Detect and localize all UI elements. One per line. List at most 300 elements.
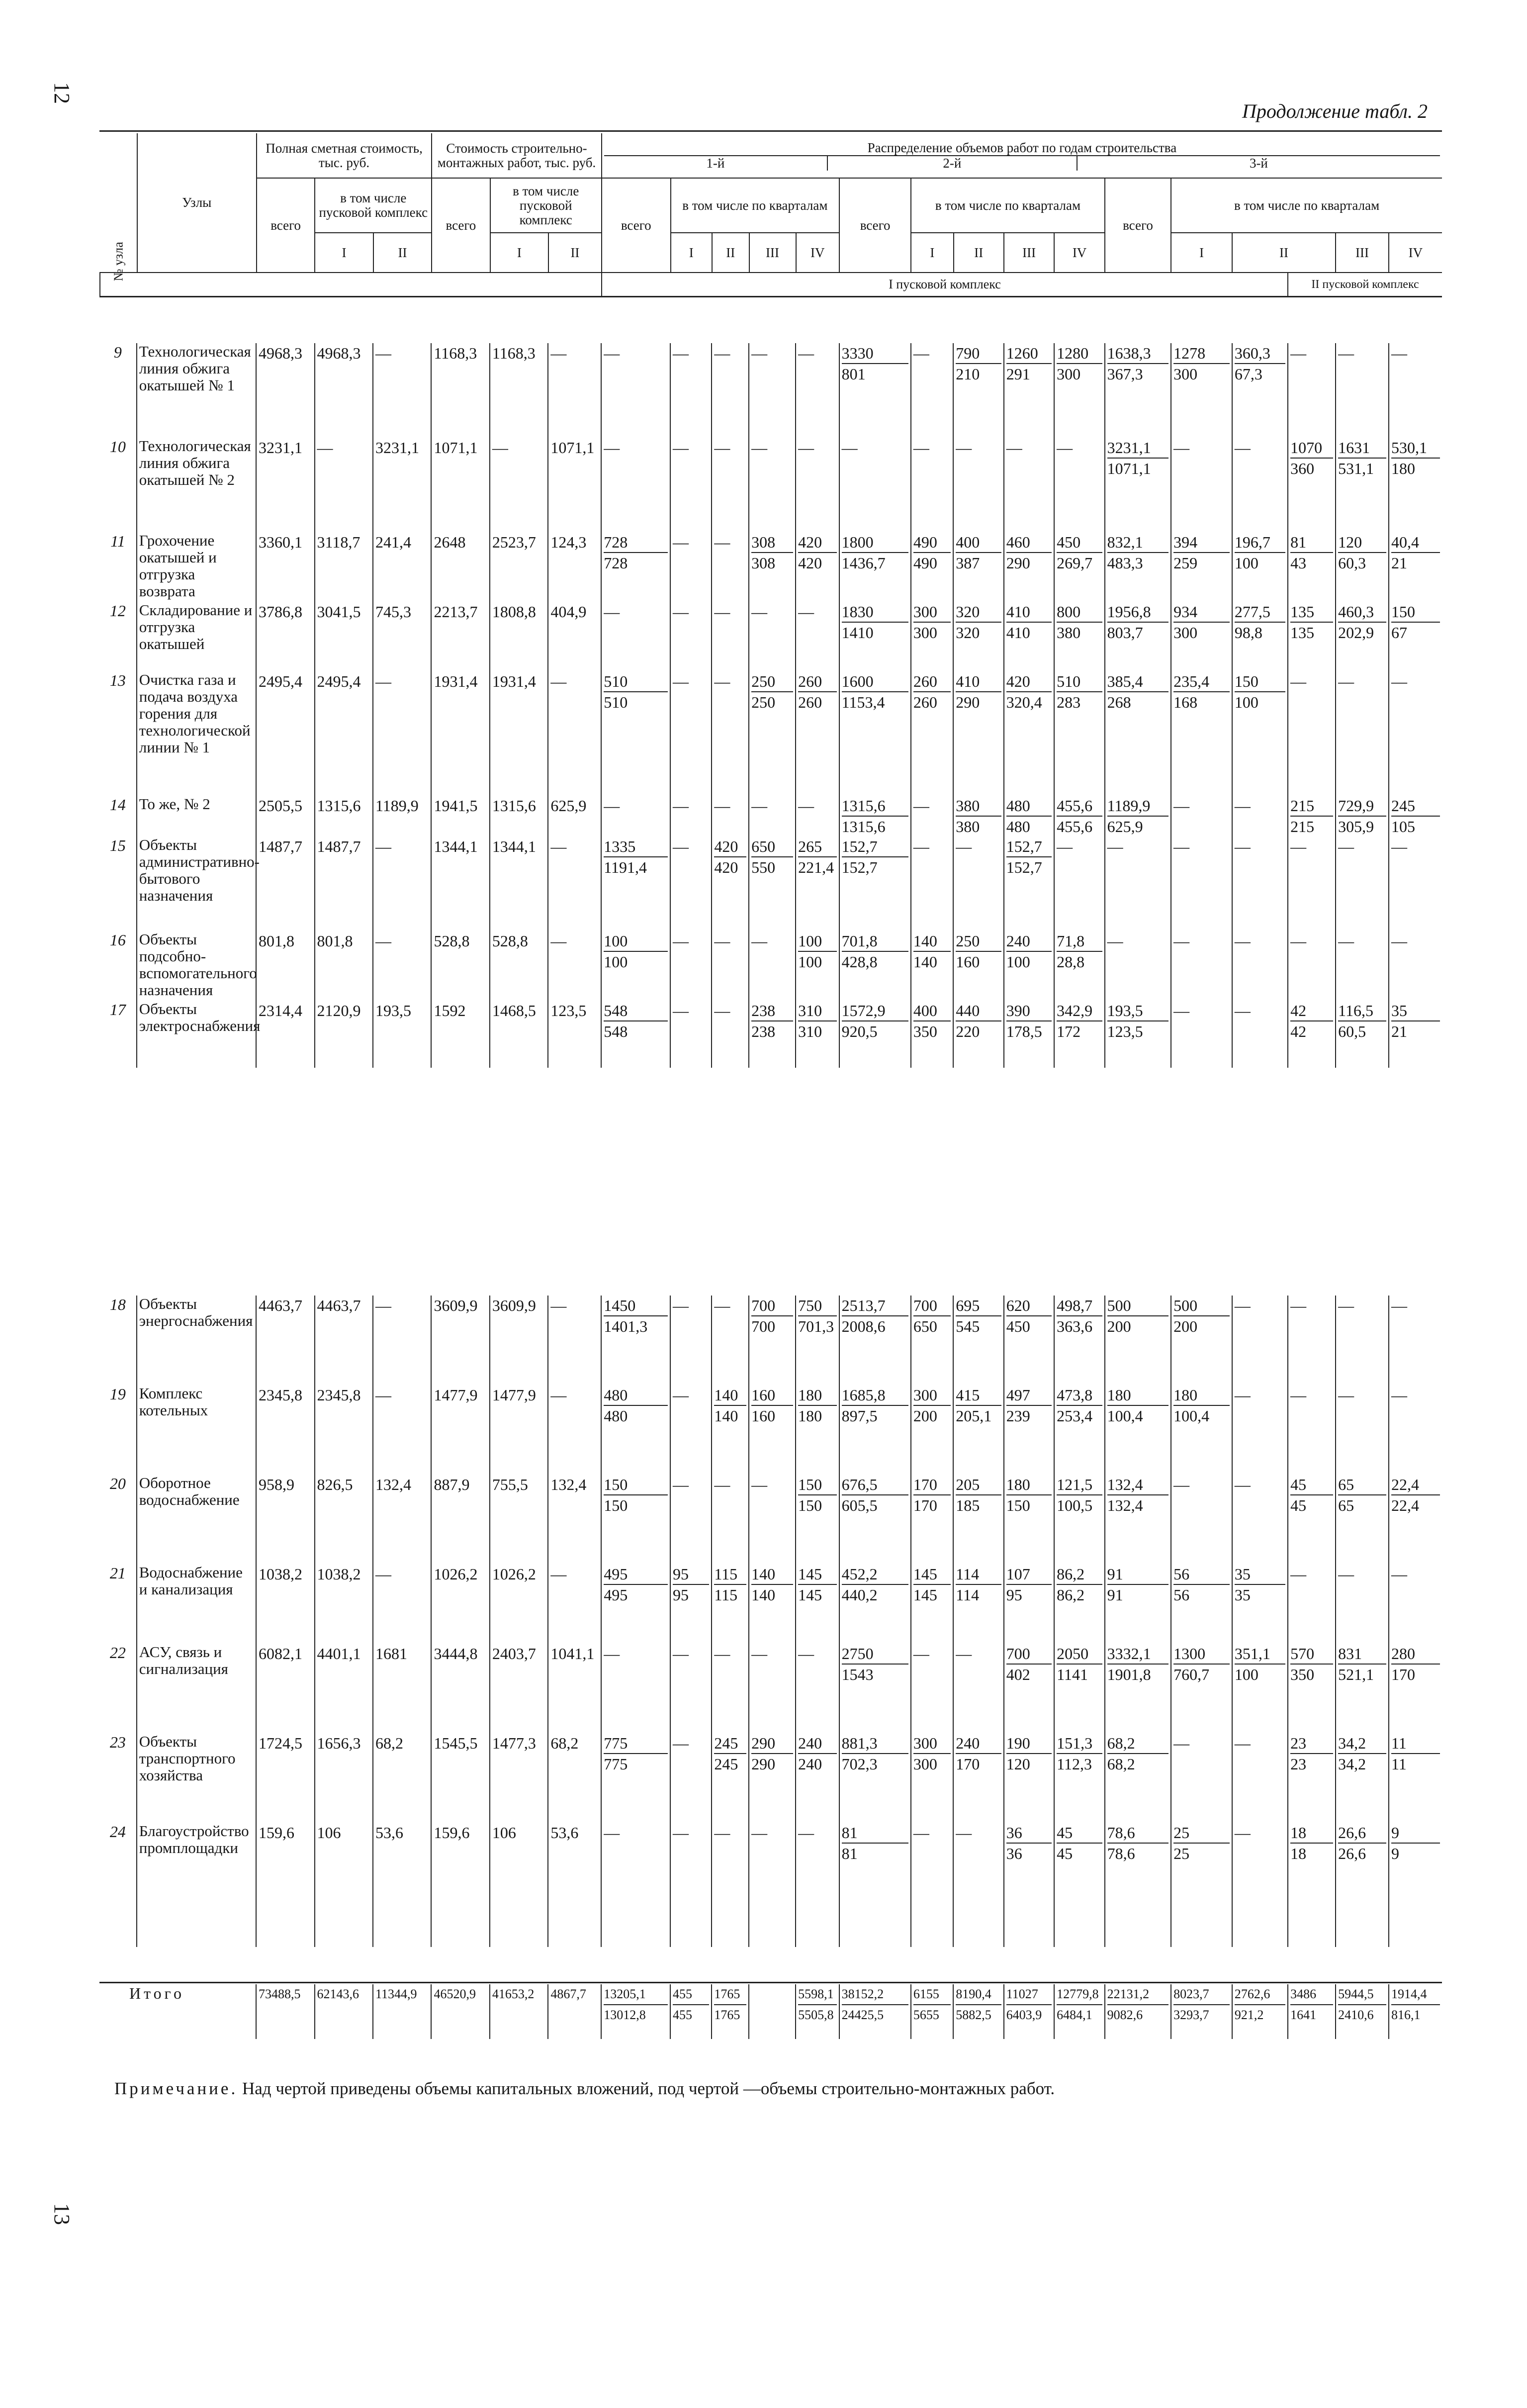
value-over-line: 831 — [1338, 1644, 1386, 1665]
value-under-line: 210 — [956, 365, 980, 383]
value-under-line: 700 — [751, 1317, 776, 1335]
cost-cell: 124,3 — [548, 532, 601, 602]
value-over-line: 310 — [798, 1001, 837, 1021]
continuation-label: Продолжение табл. 2 — [1242, 100, 1428, 122]
value-under-line: 455 — [673, 2008, 693, 2022]
header-y3-q2: II — [1232, 233, 1336, 273]
value-under-line: 921,2 — [1234, 2008, 1264, 2022]
value-over-line: — — [1234, 1002, 1251, 1019]
cost-cell: — — [548, 836, 601, 931]
value-over-line: — — [1290, 837, 1307, 855]
value-under-line: 480 — [1006, 818, 1030, 835]
year3-cell — [1232, 1823, 1288, 1947]
year3-cell — [1336, 1644, 1389, 1733]
year1-cell — [670, 1385, 712, 1475]
value-under-line: 115 — [714, 1586, 738, 1604]
year3-cell — [1389, 1564, 1442, 1644]
year1-cell: — — [712, 796, 749, 836]
cost-cell: 1468,5 — [490, 1001, 548, 1068]
year3-cell — [1389, 1644, 1442, 1733]
value-under-line: 350 — [1290, 1666, 1315, 1683]
header-incl-complex-full: в том числе пусковой комплекс — [315, 178, 432, 233]
value-over-line: — — [1173, 797, 1190, 815]
header-node-no: № узла — [100, 133, 137, 273]
value-over-line: 400 — [956, 532, 1001, 553]
value-over-line: — — [913, 1645, 929, 1663]
year3-cell — [1232, 1296, 1288, 1385]
year3-cell — [1336, 931, 1389, 1001]
value-over-line: 71,8 — [1057, 931, 1102, 952]
value-under-line: 100,4 — [1173, 1407, 1210, 1425]
year3-cell — [1232, 671, 1288, 796]
value-over-line: — — [673, 1002, 689, 1019]
year2-cell — [839, 1296, 911, 1385]
value-under-line: 305,9 — [1338, 818, 1374, 835]
year3-cell — [1336, 1823, 1389, 1947]
row-node-name: Грохочение окатышей и отгрузка возврата — [137, 532, 256, 602]
value-over-line: — — [1290, 1297, 1307, 1314]
header-y2-q2: II — [954, 233, 1004, 273]
year1-cell: — — [601, 438, 670, 532]
value-over-line: 3486 — [1290, 1984, 1333, 2005]
value-under-line: 380 — [956, 818, 980, 835]
year2-cell — [1054, 1385, 1104, 1475]
cost-cell: 3231,1 — [373, 438, 431, 532]
value-over-line: — — [1234, 837, 1251, 855]
year1-cell: — — [670, 796, 712, 836]
cost-cell: 2505,5 — [256, 796, 314, 836]
value-over-line: 238 — [751, 1001, 793, 1021]
cost-cell: 159,6 — [256, 1823, 314, 1947]
year2-cell — [911, 1385, 953, 1475]
cost-cell: 2345,8 — [315, 1385, 373, 1475]
value-over-line: 265 — [798, 836, 837, 857]
value-over-line: — — [913, 797, 929, 815]
value-over-line: — — [1006, 439, 1022, 457]
value-over-line: 196,7 — [1235, 532, 1285, 553]
value-over-line: — — [1234, 1297, 1251, 1314]
year3-cell — [1105, 1385, 1171, 1475]
cost-cell: 2213,7 — [431, 602, 489, 671]
year2-cell — [911, 438, 953, 532]
year2-cell — [1004, 1564, 1054, 1644]
year3-cell — [1288, 602, 1336, 671]
year3-cell — [1389, 1823, 1442, 1947]
year2-cell — [839, 532, 911, 602]
value-under-line: 150 — [798, 1496, 822, 1514]
value-under-line: 545 — [956, 1317, 980, 1335]
cost-cell: 68,2 — [548, 1733, 601, 1823]
value-under-line: 100 — [1234, 693, 1258, 711]
header-y2-total: всего — [839, 178, 911, 273]
header-full-II: II — [373, 233, 432, 273]
year3-cell — [1288, 1823, 1336, 1947]
value-over-line: — — [1290, 344, 1307, 362]
value-over-line: — — [1107, 932, 1123, 950]
value-over-line: — — [751, 1476, 768, 1493]
year1-cell: — — [712, 1823, 749, 1947]
year3-cell — [1105, 1296, 1171, 1385]
year3-cell — [1336, 836, 1389, 931]
totals-year3-cell — [1336, 1984, 1389, 2039]
value-over-line: 1914,4 — [1391, 1984, 1440, 2005]
value-over-line: 65 — [1338, 1475, 1386, 1495]
table-row — [99, 343, 1442, 438]
value-over-line: 380 — [956, 796, 1001, 817]
row-number: 13 — [109, 671, 126, 689]
value-under-line: 43 — [1290, 554, 1307, 572]
value-under-line: 67 — [1391, 624, 1407, 642]
year1-cell: — — [670, 1644, 712, 1733]
cost-cell: 625,9 — [548, 796, 601, 836]
value-over-line: 277,5 — [1235, 602, 1285, 623]
value-under-line: 308 — [751, 554, 776, 572]
row-node-name: АСУ, связь и сигнализация — [137, 1644, 256, 1733]
value-under-line: 6403,9 — [1006, 2008, 1042, 2022]
cost-cell: 3609,9 — [490, 1296, 548, 1385]
cost-cell: — — [548, 343, 601, 438]
year3-cell — [1288, 1296, 1336, 1385]
value-over-line: — — [1290, 1565, 1307, 1583]
value-over-line: 45 — [1290, 1475, 1333, 1495]
year1-cell — [712, 1733, 749, 1823]
totals-year1-cell — [601, 1984, 670, 2039]
cost-cell: 1808,8 — [490, 602, 548, 671]
value-over-line: 116,5 — [1338, 1001, 1386, 1021]
year2-cell — [953, 1296, 1003, 1385]
value-over-line: 81 — [842, 1823, 908, 1844]
value-over-line: — — [1391, 1565, 1407, 1583]
value-over-line: — — [1290, 1386, 1307, 1404]
value-over-line: — — [1391, 932, 1407, 950]
cost-cell: 2314,4 — [256, 1001, 314, 1068]
year1-cell — [749, 1296, 796, 1385]
value-over-line: — — [673, 1297, 689, 1314]
totals-cost-cell: 73488,5 — [256, 1984, 314, 2039]
year3-cell — [1171, 1385, 1232, 1475]
year1-cell — [712, 836, 749, 931]
cost-cell: 68,2 — [373, 1733, 431, 1823]
value-under-line: 238 — [751, 1022, 776, 1040]
value-over-line: 1300 — [1173, 1644, 1230, 1665]
value-over-line: 394 — [1173, 532, 1230, 553]
cost-cell: 3786,8 — [256, 602, 314, 671]
year1-cell: — — [749, 1823, 796, 1947]
year2-cell — [1004, 343, 1054, 438]
value-over-line: 100 — [604, 931, 668, 952]
value-over-line: 881,3 — [842, 1733, 908, 1754]
year3-cell — [1232, 1564, 1288, 1644]
year2-cell — [1004, 671, 1054, 796]
value-over-line: — — [673, 533, 689, 551]
value-over-line: — — [1173, 837, 1190, 855]
value-over-line: 320 — [956, 602, 1001, 623]
value-over-line: — — [1338, 1297, 1354, 1314]
year2-cell — [953, 836, 1003, 931]
value-over-line: — — [1290, 672, 1307, 690]
value-under-line: 269,7 — [1057, 554, 1093, 572]
year2-cell — [839, 1564, 911, 1644]
value-over-line: 1070 — [1290, 438, 1333, 459]
year1-cell — [712, 931, 749, 1001]
value-under-line: 95 — [673, 1586, 689, 1604]
value-under-line: 728 — [604, 554, 628, 572]
year2-cell — [1054, 836, 1104, 931]
totals-cost-cell: 46520,9 — [431, 1984, 489, 2039]
value-over-line: — — [1338, 837, 1354, 855]
value-over-line: 490 — [913, 532, 951, 553]
value-over-line: 150 — [604, 1475, 668, 1495]
year2-cell — [1004, 1475, 1054, 1564]
year3-cell — [1232, 1733, 1288, 1823]
year2-cell — [839, 438, 911, 532]
year2-cell — [839, 931, 911, 1001]
value-under-line: 387 — [956, 554, 980, 572]
value-under-line: 123,5 — [1107, 1022, 1143, 1040]
year1-cell — [670, 1733, 712, 1823]
value-under-line: 1153,4 — [841, 693, 885, 711]
header-nodes: Узлы — [137, 133, 257, 273]
value-under-line: 21 — [1391, 554, 1407, 572]
year1-cell: — — [796, 1644, 839, 1733]
cost-cell: 528,8 — [431, 931, 489, 1001]
row-number: 21 — [109, 1564, 126, 1582]
value-over-line: 700 — [751, 1296, 793, 1316]
year2-cell — [911, 1644, 953, 1733]
cost-cell: 1071,1 — [431, 438, 489, 532]
cost-cell: 1941,5 — [431, 796, 489, 836]
value-over-line: — — [1234, 932, 1251, 950]
value-over-line: 22,4 — [1391, 1475, 1440, 1495]
value-over-line: 40,4 — [1391, 532, 1440, 553]
cost-cell: 1724,5 — [256, 1733, 314, 1823]
value-under-line: 100 — [604, 953, 628, 971]
header-total-cm: всего — [432, 178, 490, 273]
year2-cell — [839, 1385, 911, 1475]
value-over-line: 145 — [798, 1564, 837, 1585]
value-over-line: 35 — [1235, 1564, 1285, 1585]
cost-cell: 4463,7 — [315, 1296, 373, 1385]
value-over-line: 235,4 — [1173, 671, 1230, 692]
year3-cell — [1171, 438, 1232, 532]
table-row — [99, 1644, 1442, 1733]
year1-cell — [601, 1385, 670, 1475]
year2-cell — [911, 1733, 953, 1823]
value-over-line: 400 — [913, 1001, 951, 1021]
year3-cell — [1288, 1001, 1336, 1068]
value-over-line: — — [1173, 439, 1190, 457]
value-under-line: 100 — [1234, 554, 1258, 572]
totals-year3-cell — [1171, 1984, 1232, 2039]
value-over-line: 145 — [913, 1564, 951, 1585]
year3-cell — [1389, 1733, 1442, 1823]
value-over-line: 26,6 — [1338, 1823, 1386, 1844]
header-cm-cost: Стоимость строительно-монтажных работ, тыс. руб. — [432, 133, 602, 178]
value-over-line: — — [913, 837, 929, 855]
value-over-line: 81 — [1290, 532, 1333, 553]
value-under-line: 35 — [1234, 1586, 1251, 1604]
value-over-line: 701,8 — [842, 931, 908, 952]
value-over-line: 500 — [1173, 1296, 1230, 1316]
value-under-line: 23 — [1290, 1755, 1307, 1773]
table-top-rule — [99, 130, 1442, 132]
value-over-line: 12779,8 — [1057, 1984, 1102, 2005]
value-under-line: 9 — [1391, 1845, 1399, 1862]
year1-cell — [796, 1001, 839, 1068]
cost-cell: 2345,8 — [256, 1385, 314, 1475]
year2-cell — [911, 343, 953, 438]
value-over-line: 3332,1 — [1107, 1644, 1169, 1665]
value-over-line: 351,1 — [1235, 1644, 1285, 1665]
year3-cell — [1105, 1733, 1171, 1823]
value-under-line: 260 — [798, 693, 822, 711]
cost-cell: 1931,4 — [431, 671, 489, 796]
value-over-line: 86,2 — [1057, 1564, 1102, 1585]
value-over-line: 650 — [751, 836, 793, 857]
value-over-line: 510 — [604, 671, 668, 692]
year1-cell — [749, 671, 796, 796]
value-under-line: 6484,1 — [1057, 2008, 1092, 2022]
year1-cell — [712, 1564, 749, 1644]
value-under-line: 172 — [1057, 1022, 1081, 1040]
year1-cell: — — [601, 1823, 670, 1947]
year1-cell — [749, 1564, 796, 1644]
header-y3-q1: I — [1171, 233, 1232, 273]
value-under-line: 60,5 — [1338, 1022, 1366, 1040]
year1-cell — [749, 1385, 796, 1475]
cost-cell: 4968,3 — [315, 343, 373, 438]
value-over-line: 1600 — [842, 671, 908, 692]
year1-cell — [712, 671, 749, 796]
cost-cell: 106 — [490, 1823, 548, 1947]
year2-cell — [839, 602, 911, 671]
year2-cell — [911, 796, 953, 836]
year2-cell — [1004, 931, 1054, 1001]
year3-cell — [1336, 343, 1389, 438]
value-over-line: — — [1173, 1734, 1190, 1752]
year1-cell — [796, 1564, 839, 1644]
row-number: 11 — [110, 532, 125, 550]
value-over-line: 11 — [1391, 1733, 1440, 1754]
value-over-line: 38152,2 — [842, 1984, 908, 2005]
totals-year2-cell — [953, 1984, 1003, 2039]
row-number: 24 — [109, 1823, 126, 1841]
cost-cell: 1026,2 — [431, 1564, 489, 1644]
year3-cell — [1105, 1475, 1171, 1564]
value-over-line: — — [673, 1476, 689, 1493]
header-cm-II: II — [548, 233, 602, 273]
cost-cell: 132,4 — [373, 1475, 431, 1564]
year1-cell — [796, 1475, 839, 1564]
year3-cell — [1288, 796, 1336, 836]
year1-cell — [749, 1475, 796, 1564]
totals-row — [99, 1984, 1442, 2039]
year3-cell — [1171, 671, 1232, 796]
value-under-line: 170 — [956, 1755, 980, 1773]
value-over-line: 1335 — [604, 836, 668, 857]
cost-cell: — — [548, 1296, 601, 1385]
row-node-name: Объекты административно-бытового назначения — [137, 836, 256, 931]
value-under-line: 221,4 — [798, 858, 834, 876]
cost-cell: 3231,1 — [256, 438, 314, 532]
value-under-line: 24425,5 — [841, 2008, 884, 2022]
value-over-line: 205 — [956, 1475, 1001, 1495]
year2-cell — [911, 1001, 953, 1068]
value-over-line: — — [1234, 439, 1251, 457]
year3-cell — [1232, 1001, 1288, 1068]
value-over-line: 120 — [1338, 532, 1386, 553]
value-over-line: 420 — [1006, 671, 1052, 692]
cost-cell: 745,3 — [373, 602, 431, 671]
value-over-line: — — [1234, 797, 1251, 815]
value-over-line: — — [673, 837, 689, 855]
header-y1-total: всего — [602, 178, 671, 273]
year2-cell — [953, 796, 1003, 836]
value-under-line: 91 — [1107, 1586, 1123, 1604]
year3-cell — [1105, 1644, 1171, 1733]
value-over-line: 121,5 — [1057, 1475, 1102, 1495]
value-over-line: 1260 — [1006, 343, 1052, 364]
year1-cell: — — [670, 1823, 712, 1947]
table-row — [99, 671, 1442, 796]
cost-cell: 755,5 — [490, 1475, 548, 1564]
value-under-line: 260 — [913, 693, 937, 711]
cost-cell: 193,5 — [373, 1001, 431, 1068]
header-y2-quarters: в том числе по кварталам — [911, 178, 1105, 233]
cost-cell: 1168,3 — [490, 343, 548, 438]
cost-cell: — — [373, 1564, 431, 1644]
year3-cell — [1232, 796, 1288, 836]
year1-cell: — — [796, 796, 839, 836]
value-under-line: 114 — [956, 1586, 980, 1604]
value-under-line: 702,3 — [841, 1755, 878, 1773]
year2-cell — [1054, 1475, 1104, 1564]
cost-cell: 1477,3 — [490, 1733, 548, 1823]
totals-year2-cell — [1004, 1984, 1054, 2039]
value-over-line: 775 — [604, 1733, 668, 1754]
year2-cell — [1004, 438, 1054, 532]
value-over-line: 135 — [1290, 602, 1333, 623]
header-cm-I: I — [490, 233, 548, 273]
cost-cell: 958,9 — [256, 1475, 314, 1564]
value-over-line: — — [673, 1386, 689, 1404]
cost-cell: 1315,6 — [490, 796, 548, 836]
value-under-line: 450 — [1006, 1317, 1030, 1335]
value-over-line: 68,2 — [1107, 1733, 1169, 1754]
year2-cell — [911, 931, 953, 1001]
value-under-line: 5882,5 — [956, 2008, 991, 2022]
value-under-line: 250 — [751, 693, 776, 711]
value-under-line: 180 — [1391, 460, 1415, 477]
value-over-line: — — [1338, 344, 1354, 362]
value-under-line: 380 — [1057, 624, 1081, 642]
value-under-line: 100 — [798, 953, 822, 971]
value-over-line: 530,1 — [1391, 438, 1440, 459]
cost-cell: 132,4 — [548, 1475, 601, 1564]
year1-cell: — — [749, 343, 796, 438]
value-over-line: 180 — [1173, 1385, 1230, 1406]
year1-cell: — — [670, 343, 712, 438]
value-over-line: — — [1173, 1002, 1190, 1019]
row-number: 19 — [109, 1385, 126, 1403]
value-over-line: 245 — [1391, 796, 1440, 817]
value-under-line: 239 — [1006, 1407, 1030, 1425]
value-under-line: 100 — [1006, 953, 1030, 971]
year3-cell — [1288, 343, 1336, 438]
value-over-line: 480 — [1006, 796, 1052, 817]
cost-cell: — — [490, 438, 548, 532]
value-under-line: 320 — [956, 624, 980, 642]
